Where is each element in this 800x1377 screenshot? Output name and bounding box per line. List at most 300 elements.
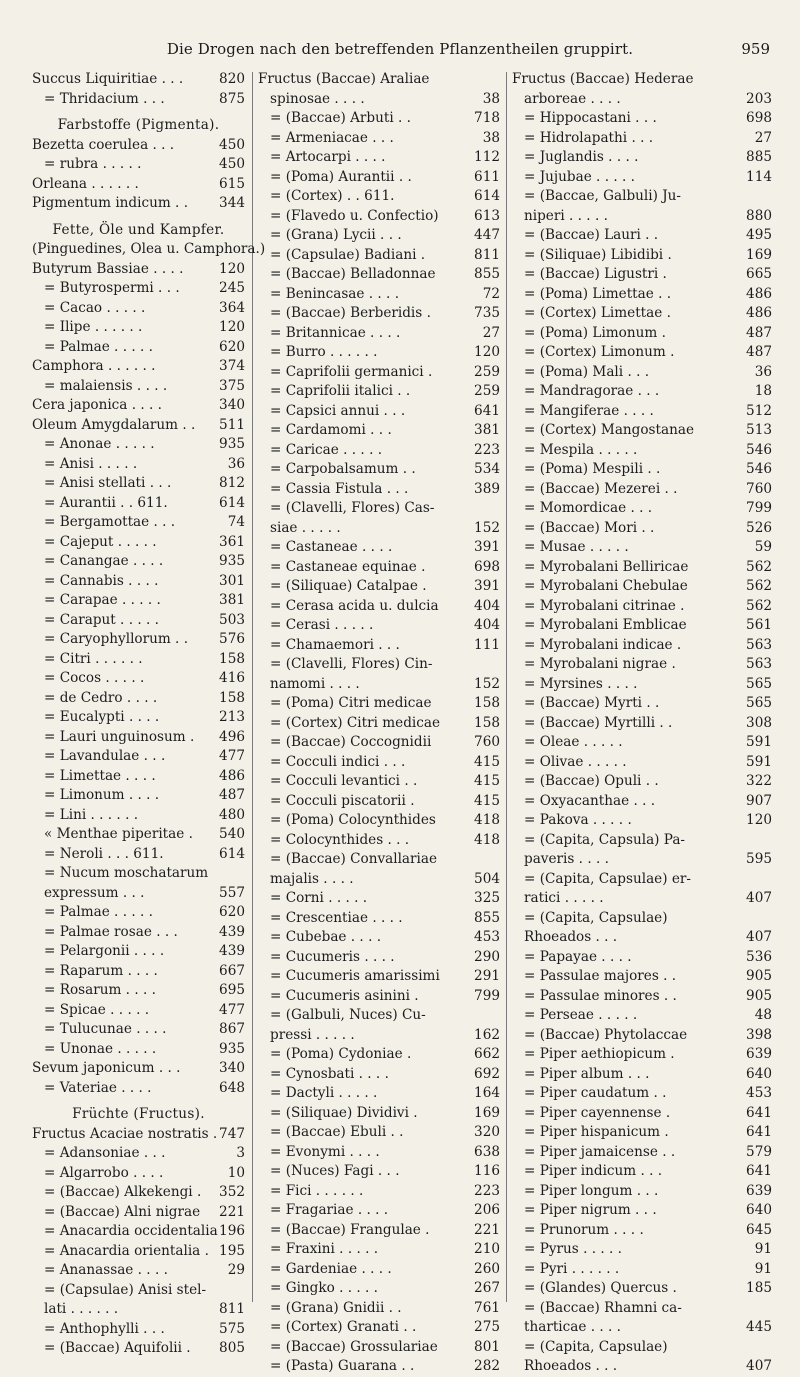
index-entry: [32, 942, 245, 962]
index-entry: [258, 285, 500, 305]
index-entry: [32, 572, 245, 592]
index-entry: [258, 129, 500, 149]
entry-label: lati . . . . . .: [44, 1301, 119, 1317]
entry-label: = Piper album . . .: [524, 1065, 650, 1082]
entry-page-number: 282: [474, 1358, 500, 1374]
entry-label: = Jujubae . . . . .: [524, 168, 635, 185]
index-column-1: [32, 70, 266, 1359]
index-entry: [512, 831, 772, 851]
entry-label: = Anonae . . . . .: [44, 436, 155, 452]
entry-label: = Pelargonii . . . .: [44, 943, 165, 959]
index-entry: [32, 194, 245, 214]
entry-page-number: 875: [219, 90, 245, 107]
entry-page-number: 648: [219, 1079, 245, 1096]
index-entry: [32, 513, 245, 533]
entry-page-number: 3: [236, 1145, 245, 1161]
entry-page-number: 48: [754, 1007, 772, 1023]
index-entry: [32, 1079, 245, 1099]
entry-label: = Anacardia occidentalia: [44, 1223, 218, 1239]
entry-label: Rhoeados . . .: [524, 929, 618, 945]
index-entry: [258, 850, 500, 870]
entry-page-number: 812: [219, 475, 245, 491]
index-entry: [32, 1281, 245, 1301]
index-entry: [512, 265, 772, 285]
entry-page-number: 805: [219, 1340, 245, 1356]
index-entry: [512, 1221, 772, 1241]
entry-label: = Passulae majores . .: [524, 968, 677, 984]
index-entry: [258, 1201, 500, 1221]
index-entry: [258, 441, 500, 461]
index-entry: [512, 1318, 772, 1338]
entry-page-number: 221: [219, 1203, 245, 1220]
index-entry: [32, 435, 245, 455]
entry-label: = (Siliquae) Libidibi .: [524, 246, 672, 263]
entry-label: = Piper longum . . .: [524, 1182, 659, 1199]
index-entry: [258, 324, 500, 344]
entry-page-number: 158: [219, 689, 245, 706]
entry-page-number: 164: [474, 1085, 500, 1101]
entry-label: = de Cedro . . . .: [44, 689, 158, 706]
entry-page-number: 450: [219, 136, 245, 153]
entry-page-number: 563: [746, 636, 772, 653]
index-entry: [258, 694, 500, 714]
index-entry: [32, 1300, 245, 1320]
index-entry: [258, 382, 500, 402]
entry-page-number: 562: [746, 558, 772, 575]
entry-page-number: [468, 850, 500, 870]
entry-label: = Cucumeris . . . .: [270, 948, 395, 965]
index-entry: [258, 1221, 500, 1241]
entry-label: = (Poma) Mali . . .: [524, 363, 650, 380]
entry-label: = Cucumeris asinini .: [270, 987, 419, 1004]
entry-label: = (Pasta) Guarana . .: [270, 1358, 415, 1374]
entry-page-number: 301: [219, 572, 245, 589]
entry-label: = (Poma) Aurantii . .: [270, 168, 412, 185]
entry-label: = (Cortex) Citri medicae: [270, 714, 441, 731]
index-entry: [32, 396, 245, 416]
index-entry: [512, 1104, 772, 1124]
entry-page-number: 223: [474, 1182, 500, 1199]
entry-label: Rhoeados . . .: [524, 1358, 618, 1374]
entry-label: = Palmae rosae . . .: [44, 923, 178, 940]
index-entry: [32, 240, 266, 260]
entry-page-number: 639: [746, 1046, 772, 1062]
entry-page-number: 445: [746, 1319, 772, 1335]
index-entry: [258, 811, 500, 831]
entry-page-number: 59: [754, 539, 772, 555]
entry-page-number: 935: [219, 553, 245, 569]
entry-label: = (Baccae) Ebuli . .: [270, 1124, 404, 1140]
entry-label: = Adansoniae . . .: [44, 1145, 166, 1161]
entry-page-number: 576: [219, 631, 245, 647]
index-entry: [32, 1020, 245, 1040]
entry-label: = Butyrospermi . . .: [44, 280, 180, 296]
entry-page-number: 185: [746, 1280, 772, 1296]
entry-label: = (Poma) Mespili . .: [524, 461, 661, 477]
entry-label: paveris . . . .: [524, 851, 609, 867]
entry-page-number: 620: [219, 338, 245, 355]
entry-page-number: 210: [474, 1241, 500, 1257]
entry-page-number: 692: [474, 1065, 500, 1082]
entry-page-number: 112: [474, 149, 500, 165]
entry-label: = Myrobalani Belliricae: [524, 558, 689, 575]
entry-page-number: 245: [219, 280, 245, 296]
entry-page-number: 158: [219, 650, 245, 667]
entry-label: = Artocarpi . . . .: [270, 149, 386, 165]
entry-page-number: [468, 655, 500, 675]
entry-label: = Dactyli . . . . .: [270, 1085, 378, 1101]
entry-page-number: 735: [474, 305, 500, 321]
index-entry: [512, 1240, 772, 1260]
entry-page-number: 352: [219, 1184, 245, 1200]
entry-page-number: 638: [474, 1143, 500, 1160]
index-entry: [258, 1182, 500, 1202]
index-entry: [258, 168, 500, 188]
entry-label: = Castaneae . . . .: [270, 539, 393, 555]
entry-label: Pigmentum indicum . .: [32, 195, 189, 211]
index-entry: [512, 987, 772, 1007]
index-entry: [512, 148, 772, 168]
entry-label: = (Capita, Capsulae) er-: [524, 870, 691, 887]
entry-label: = Unonae . . . . .: [44, 1040, 157, 1057]
entry-page-number: 120: [746, 812, 772, 828]
index-column-3: [512, 70, 772, 1377]
entry-label: = Cubebae . . . .: [270, 929, 382, 945]
entry-label: = Ananassae . . . .: [44, 1262, 168, 1278]
entry-page-number: 546: [746, 441, 772, 458]
index-entry: [512, 226, 772, 246]
entry-page-number: 213: [219, 709, 245, 725]
entry-label: = (Baccae) Coccognidii: [270, 734, 432, 750]
index-entry: [512, 1123, 772, 1143]
entry-page-number: 540: [219, 826, 245, 842]
index-entry: [258, 792, 500, 812]
index-entry: [32, 318, 245, 338]
entry-label: = (Baccae) Aquifolii .: [44, 1340, 191, 1356]
entry-label: = Hidrolapathi . . .: [524, 129, 654, 146]
entry-page-number: 487: [746, 324, 772, 341]
entry-label: majalis . . . .: [270, 870, 354, 887]
index-entry: [32, 494, 245, 514]
index-entry: [32, 260, 245, 280]
entry-page-number: 811: [474, 246, 500, 263]
index-entry: [512, 1357, 772, 1377]
entry-label: = Lavandulae . . .: [44, 748, 166, 764]
entry-label: = Crescentiae . . . .: [270, 909, 403, 926]
entry-label: = (Baccae) Rhamni ca-: [524, 1299, 682, 1316]
index-entry: [512, 343, 772, 363]
entry-label: = (Baccae, Galbuli) Ju-: [524, 188, 682, 204]
entry-page-number: 447: [474, 227, 500, 243]
entry-page-number: 905: [746, 968, 772, 984]
entry-page-number: 487: [219, 787, 245, 803]
entry-label: = Cassia Fistula . . .: [270, 480, 409, 497]
entry-page-number: 120: [219, 319, 245, 335]
entry-page-number: 340: [219, 397, 245, 413]
entry-label: = Anisi stellati . . .: [44, 475, 172, 491]
entry-label: = Nucum moschatarum: [44, 865, 209, 881]
entry-page-number: 206: [474, 1202, 500, 1218]
entry-label: = Cerasi . . . . .: [270, 617, 374, 633]
index-entry: [258, 889, 500, 909]
column-divider: [506, 72, 507, 1302]
index-entry: [32, 1261, 245, 1281]
index-entry: [512, 772, 772, 792]
entry-page-number: 935: [219, 1040, 245, 1057]
entry-label: = Cerasa acida u. dulcia: [270, 597, 439, 614]
entry-label: = Momordicae . . .: [524, 500, 653, 516]
index-entry: [32, 786, 245, 806]
index-entry: [258, 577, 500, 597]
index-entry: [512, 1299, 772, 1319]
entry-page-number: 512: [746, 402, 772, 419]
index-entry: [258, 519, 500, 539]
index-entry: [258, 70, 500, 90]
entry-page-number: [740, 909, 772, 929]
index-entry: [512, 792, 772, 812]
entry-label: = Oleae . . . . .: [524, 734, 623, 750]
entry-label: (Pinguedines, Olea u. Camphora.): [32, 241, 266, 257]
index-entry: [32, 689, 245, 709]
index-entry: [512, 382, 772, 402]
index-entry: [512, 889, 772, 909]
entry-label: = (Baccae) Frangulae .: [270, 1221, 430, 1238]
index-entry: [258, 1299, 500, 1319]
entry-label: = Gingko . . . . .: [270, 1280, 379, 1296]
entry-label: = Armeniacae . . .: [270, 129, 394, 146]
index-entry: [32, 708, 245, 728]
entry-page-number: 116: [474, 1163, 500, 1179]
index-entry: [512, 499, 772, 519]
index-entry: [32, 591, 245, 611]
entry-label: = (Capsulae) Badiani .: [270, 246, 426, 263]
entry-page-number: 18: [754, 383, 772, 399]
index-entry: [512, 714, 772, 734]
entry-page-number: 391: [474, 539, 500, 555]
entry-label: = Prunorum . . . .: [524, 1221, 644, 1238]
entry-page-number: 325: [474, 890, 500, 906]
entry-label: = (Grana) Lycii . . .: [270, 227, 402, 243]
index-entry: [512, 324, 772, 344]
entry-page-number: 36: [227, 455, 245, 472]
index-entry: [258, 1045, 500, 1065]
entry-page-number: 223: [474, 441, 500, 458]
entry-label: = Piper jamaicense . .: [524, 1143, 676, 1160]
entry-label: = (Siliquae) Dividivi .: [270, 1104, 418, 1121]
index-entry: [512, 519, 772, 539]
entry-page-number: 260: [474, 1260, 500, 1277]
entry-page-number: 158: [474, 695, 500, 711]
index-entry: [32, 728, 245, 748]
index-entry: [258, 207, 500, 227]
index-entry: [258, 1357, 500, 1377]
entry-page-number: 855: [474, 266, 500, 282]
entry-label: = (Capita, Capsulae): [524, 1338, 668, 1355]
index-entry: [32, 90, 245, 110]
section-heading: Fette, Öle und Kampfer.: [52, 221, 225, 238]
entry-label: = (Baccae) Mori . .: [524, 519, 655, 536]
entry-page-number: 562: [746, 578, 772, 594]
index-entry: [512, 480, 772, 500]
index-entry: [32, 455, 245, 475]
index-entry: [258, 187, 500, 207]
entry-page-number: 439: [219, 923, 245, 940]
index-entry: [512, 1143, 772, 1163]
entry-label: Camphora . . . . . .: [32, 358, 156, 374]
entry-page-number: 38: [482, 90, 500, 107]
entry-page-number: 760: [474, 734, 500, 750]
entry-page-number: 27: [482, 324, 500, 341]
index-entry: [258, 421, 500, 441]
entry-label: = Corni . . . . .: [270, 890, 368, 906]
index-entry: [32, 747, 245, 767]
entry-page-number: 591: [746, 734, 772, 750]
entry-label: = malaiensis . . . .: [44, 377, 168, 394]
index-entry: [512, 1084, 772, 1104]
entry-label: = Perseae . . . . .: [524, 1007, 638, 1023]
index-entry: [258, 733, 500, 753]
index-entry: [512, 109, 772, 129]
entry-label: = Pakova . . . . .: [524, 812, 632, 828]
entry-label: = (Clavelli, Flores) Cin-: [270, 656, 433, 672]
entry-label: = Myrsines . . . .: [524, 675, 638, 692]
entry-label: = Olivae . . . . .: [524, 753, 627, 770]
entry-page-number: 391: [474, 578, 500, 594]
entry-label: = Palmae . . . . .: [44, 338, 153, 355]
entry-page-number: 152: [474, 675, 500, 692]
entry-page-number: 221: [474, 1221, 500, 1238]
entry-label: = Cacao . . . . .: [44, 299, 146, 316]
entry-page-number: 259: [474, 383, 500, 399]
index-entry: [258, 304, 500, 324]
entry-page-number: 641: [746, 1163, 772, 1179]
entry-label: = Juglandis . . . .: [524, 149, 639, 165]
index-entry: [32, 630, 245, 650]
entry-label: = (Baccae) Ligustri .: [524, 266, 667, 282]
entry-page-number: 416: [219, 670, 245, 686]
index-entry: [32, 299, 245, 319]
index-entry: [32, 416, 245, 436]
entry-label: = Caprifolii italici . .: [270, 383, 411, 399]
entry-page-number: [468, 70, 500, 90]
entry-label: = (Baccae) Myrtilli . .: [524, 714, 673, 731]
index-entry: [32, 70, 245, 90]
index-entry: [258, 558, 500, 578]
index-entry: [32, 1001, 245, 1021]
index-entry: [32, 923, 245, 943]
index-entry: [32, 825, 245, 845]
entry-page-number: 477: [219, 1001, 245, 1018]
entry-page-number: 418: [474, 812, 500, 828]
entry-label: = Oxyacanthae . . .: [524, 792, 656, 809]
entry-page-number: [213, 1281, 245, 1301]
entry-page-number: 439: [219, 943, 245, 959]
entry-label: = Castaneae equinae .: [270, 558, 426, 575]
index-entry: [32, 1040, 245, 1060]
index-entry: [512, 538, 772, 558]
entry-label: = Mespila . . . . .: [524, 441, 638, 458]
entry-page-number: 38: [482, 129, 500, 146]
index-entry: [258, 1006, 500, 1026]
index-entry: [32, 767, 245, 787]
entry-label: = (Galbuli, Nuces) Cu-: [270, 1007, 426, 1023]
entry-label: = (Baccae) Grossulariae: [270, 1338, 438, 1355]
entry-label: = Cajeput . . . . .: [44, 533, 157, 550]
index-entry: [32, 1242, 245, 1262]
index-entry: [32, 1339, 245, 1359]
index-entry: [258, 402, 500, 422]
entry-label: = Raparum . . . .: [44, 962, 158, 979]
index-entry: [512, 1338, 772, 1358]
entry-label: Orleana . . . . . .: [32, 175, 139, 192]
entry-page-number: 620: [219, 904, 245, 920]
entry-label: = Fici . . . . . .: [270, 1182, 364, 1199]
entry-page-number: 557: [219, 884, 245, 901]
index-entry: [512, 1279, 772, 1299]
index-entry: [512, 948, 772, 968]
entry-label: = Piper hispanicum .: [524, 1124, 669, 1140]
entry-label: Fructus (Baccae) Hederae: [512, 71, 694, 87]
index-entry: [32, 1164, 245, 1184]
entry-page-number: 162: [474, 1026, 500, 1043]
entry-page-number: 503: [219, 611, 245, 628]
index-entry: [258, 148, 500, 168]
entry-page-number: 381: [474, 422, 500, 438]
entry-page-number: 361: [219, 533, 245, 550]
entry-label: = Lauri unguinosum .: [44, 728, 195, 745]
index-entry: [512, 811, 772, 831]
index-entry: [258, 363, 500, 383]
entry-page-number: 407: [746, 890, 772, 906]
entry-page-number: 74: [227, 514, 245, 530]
index-entry: [258, 1162, 500, 1182]
entry-page-number: 526: [746, 519, 772, 536]
index-entry: [32, 981, 245, 1001]
index-entry: [512, 870, 772, 890]
index-entry: [32, 1203, 245, 1223]
entry-label: = Caryophyllorum . .: [44, 631, 189, 647]
entry-label: = Rosarum . . . .: [44, 982, 156, 998]
entry-page-number: 641: [746, 1104, 772, 1121]
entry-page-number: 907: [746, 792, 772, 809]
entry-page-number: 398: [746, 1026, 772, 1043]
entry-label: = (Capsulae) Anisi stel-: [44, 1281, 207, 1298]
entry-label: = Cocos . . . . .: [44, 670, 145, 686]
index-entry: [32, 1059, 245, 1079]
index-entry: [258, 1338, 500, 1358]
entry-label: = Fraxini . . . . .: [270, 1241, 379, 1257]
entry-label: = Canangae . . . .: [44, 553, 164, 569]
entry-page-number: 641: [474, 402, 500, 419]
index-entry: [512, 850, 772, 870]
index-entry: [258, 460, 500, 480]
entry-label: = Ilipe . . . . . .: [44, 319, 143, 335]
entry-label: = Myrobalani indicae .: [524, 636, 682, 653]
entry-page-number: 407: [746, 929, 772, 945]
index-entry: [512, 733, 772, 753]
index-entry: [32, 962, 245, 982]
index-entry: [32, 1183, 245, 1203]
entry-label: = (Cortex) Limettae .: [524, 305, 671, 321]
entry-label: Oleum Amygdalarum . .: [32, 416, 196, 433]
entry-page-number: 344: [219, 195, 245, 211]
entry-page-number: 698: [474, 558, 500, 575]
entry-label: = Myrobalani Chebulae: [524, 578, 688, 594]
entry-label: = (Poma) Cydoniae .: [270, 1046, 412, 1062]
section-heading: Früchte (Fructus).: [72, 1106, 205, 1122]
entry-page-number: 203: [746, 90, 772, 107]
entry-label: = Capsici annui . . .: [270, 402, 406, 419]
